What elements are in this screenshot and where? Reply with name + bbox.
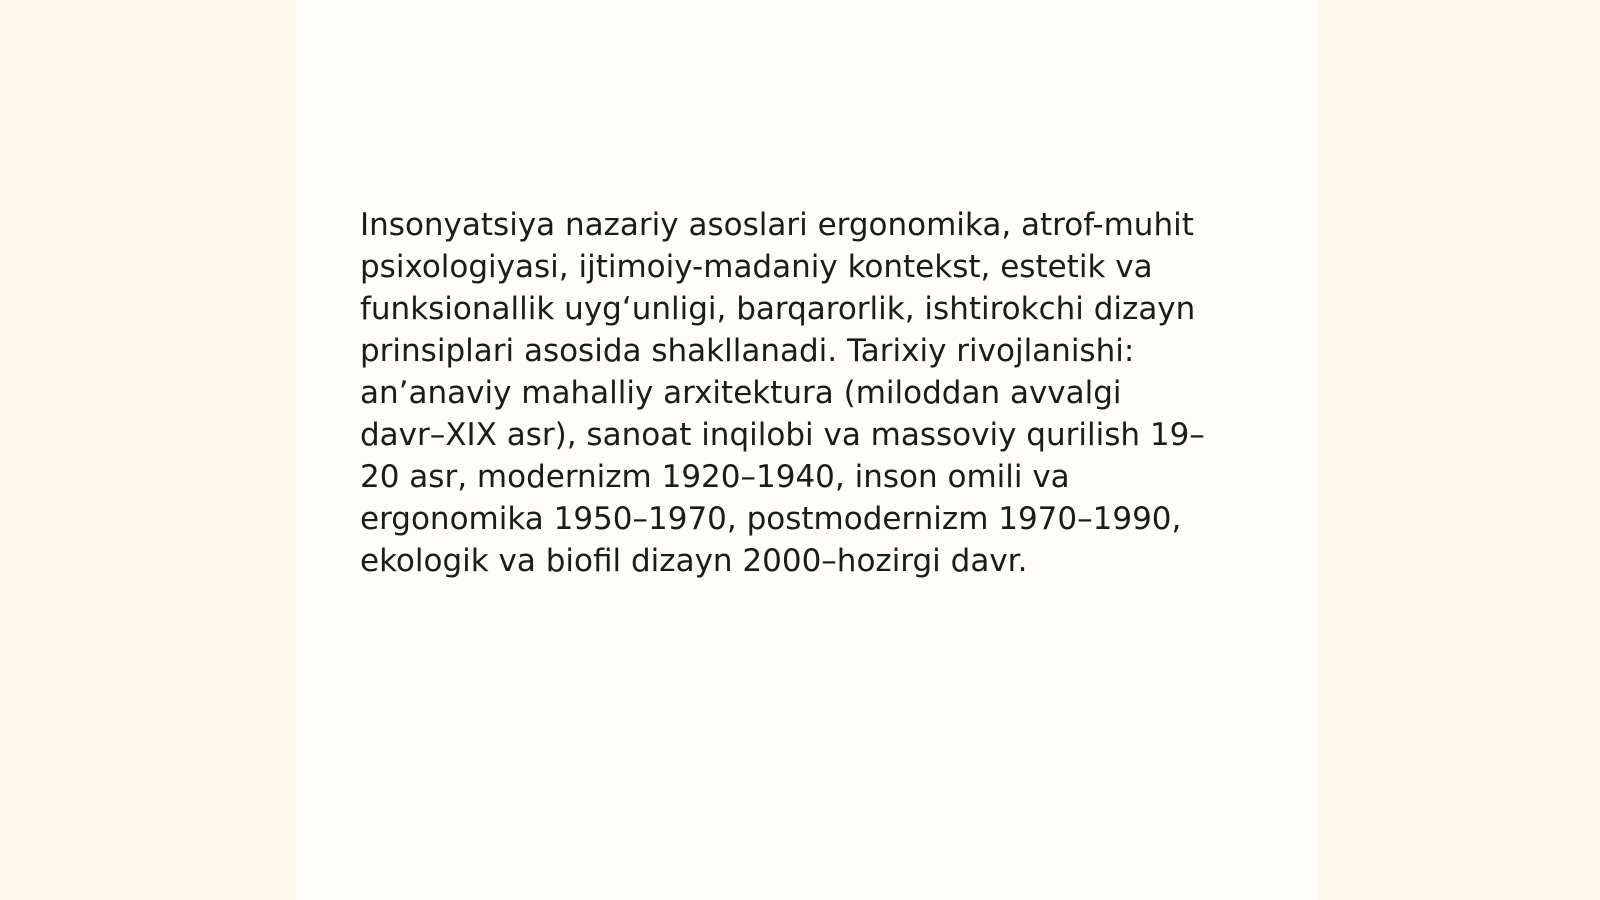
- body-paragraph: Insonyatsiya nazariy asoslari ergonomika, atrof-muhit psixologiyasi, ijtimoiy-madaniy kontekst, estetik va funksionallik uyg‘unligi, barqarorlik, ishtirokchi dizayn prinsiplari asosida shakllanadi. Tarixiy rivojlanishi: an’anaviy mahalliy arxitektura (miloddan avvalgi davr–XIX asr), sanoat inqilobi va massoviy qurilish 19– 20 asr, modernizm 1920–1940, inson omili va ergonomika 1950–1970, postmodernizm 1970–1990, ekologik va biofil dizayn 2000–hozirgi davr.: [360, 207, 1205, 579]
- document-page: [296, 0, 1319, 900]
